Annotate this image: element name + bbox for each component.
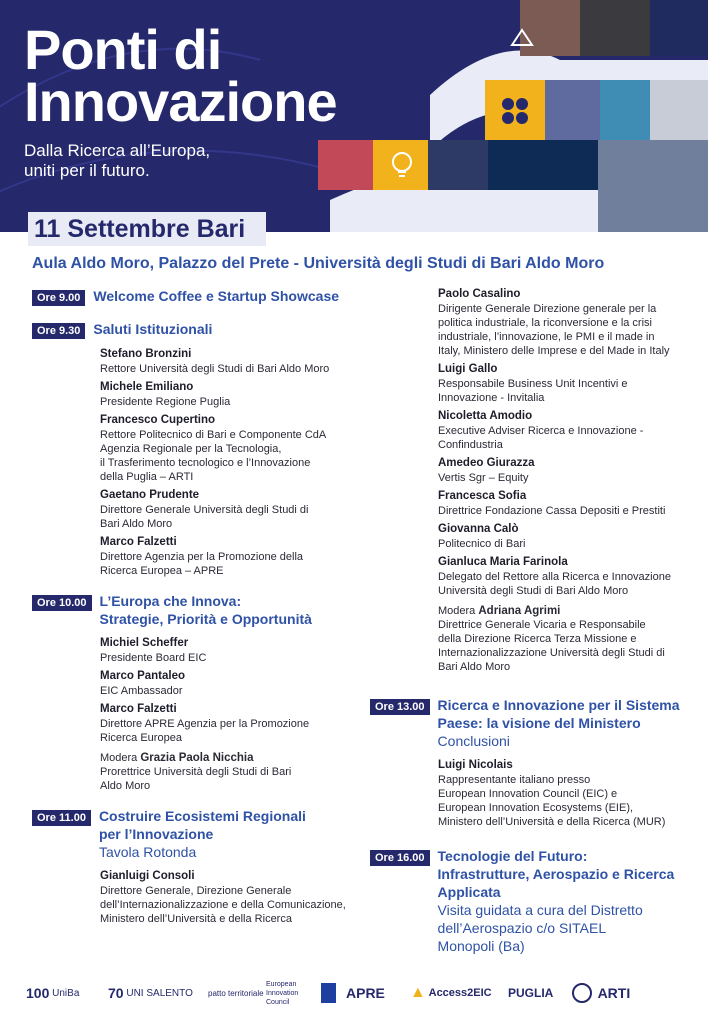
speaker-role: Executive Adviser Ricerca e Innovazione - Confindustria [438, 425, 644, 451]
patto-logo-text: patto territoriale [208, 988, 264, 998]
speaker-name: Marco Pantaleo [100, 670, 185, 682]
speaker [100, 869, 362, 926]
time-badge: Ore 9.30 [32, 323, 85, 339]
title-line-1: Ponti di [24, 18, 222, 81]
time-badge: Ore 10.00 [32, 595, 92, 611]
speaker-list [100, 636, 362, 793]
slot-subtitle: Tavola Rotonda [98, 844, 197, 860]
speaker [438, 522, 700, 551]
access2eic-logo [410, 980, 492, 1006]
speaker-name: Luigi Nicolais [438, 759, 513, 771]
slot-subtitle: Monopoli (Ba) [437, 938, 525, 954]
speaker-role: Direttrice Fondazione Cassa Depositi e Prestiti [438, 505, 666, 517]
speaker-name: Marco Falzetti [100, 536, 177, 548]
speaker [100, 347, 362, 376]
slot-13-00 [370, 696, 700, 829]
unisalento-logo-text: 70 [108, 985, 124, 1001]
speaker-name: Francesca Sofia [438, 490, 527, 502]
speaker [100, 702, 362, 745]
roundtable-speaker-list [438, 287, 700, 674]
speaker-role: Presidente Board EIC [100, 652, 207, 664]
speaker-list [438, 758, 700, 829]
uniba-logo-text: 100 [26, 985, 50, 1001]
slot-11-00 [32, 807, 362, 926]
eic-logo [266, 980, 336, 1006]
program-right-column [370, 287, 700, 967]
speaker-role: Politecnico di Bari [438, 538, 526, 550]
speaker [100, 636, 362, 665]
arti-logo-text: ARTI [597, 985, 631, 1001]
speaker [100, 380, 362, 409]
slot-title: Infrastrutture, Aerospazio e Ricerca [437, 866, 675, 882]
speaker-role: Vertis Sgr – Equity [438, 472, 529, 484]
sponsor-logos [0, 968, 708, 1018]
speaker-role: Delegato del Rettore alla Ricerca e Innovazione Università degli Studi di Bari Aldo Moro [438, 571, 671, 597]
speaker-name: Marco Falzetti [100, 703, 177, 715]
speaker-role: Direttore Generale, Direzione Generale dell’Internazionalizzazione e della Comunicazione, Ministero dell’Università e della Ricerca [100, 885, 346, 925]
slot-16-00 [370, 847, 700, 955]
subtitle-line-2: uniti per il futuro. [24, 161, 150, 180]
slot-subtitle: Conclusioni [437, 733, 510, 749]
subtitle-line-1: Dalla Ricerca all’Europa, [24, 141, 211, 160]
program-left-column [32, 287, 362, 938]
slot-title: Applicata [437, 884, 501, 900]
arti-logo [572, 980, 630, 1006]
speaker-name: Gaetano Prudente [100, 489, 200, 501]
slot-subtitle: dell’Aerospazio c/o SITAEL [437, 920, 607, 936]
speaker [100, 535, 362, 578]
slot-10-00 [32, 592, 362, 793]
slot-title: Saluti Istituzionali [93, 321, 213, 337]
slot-title: Paese: la visione del Ministero [437, 715, 641, 731]
uniba-logo [26, 980, 79, 1006]
moderator-role: Direttrice Generale Vicaria e Responsabile della Direzione Ricerca Terza Missione e Internazionalizzazione Università degli Studi di Bari Aldo Moro [438, 619, 665, 673]
slot-title: L’Europa che Innova: [99, 593, 242, 609]
speaker-name: Michele Emiliano [100, 381, 194, 393]
unisalento-logo [108, 980, 193, 1006]
speaker-role: Direttore Generale Università degli Studi di Bari Aldo Moro [100, 504, 309, 530]
event-subtitle [24, 141, 264, 181]
eic-logo-text: European Innovation Council [266, 980, 299, 1006]
eu-flag-icon [321, 983, 336, 1003]
speaker-role: Rettore Università degli Studi di Bari Aldo Moro [100, 363, 330, 375]
arti-emblem-icon [572, 983, 592, 1003]
time-badge: Ore 16.00 [370, 850, 430, 866]
access2eic-icon: ▲ [410, 984, 426, 1001]
speaker-name: Paolo Casalino [438, 288, 521, 300]
moderator-name: Grazia Paola Nicchia [140, 752, 254, 764]
access2eic-logo-text: Access2EIC [428, 987, 492, 999]
moderator [438, 604, 700, 674]
event-venue: Aula Aldo Moro, Palazzo del Prete - Università degli Studi di Bari Aldo Moro [32, 255, 605, 272]
speaker-name: Luigi Gallo [438, 363, 498, 375]
speaker-name: Michiel Scheffer [100, 637, 189, 649]
speaker [438, 758, 700, 829]
puglia-logo-text: PUGLIA [508, 986, 554, 1000]
speaker [438, 409, 700, 452]
unisalento-logo-subtext: UNI SALENTO [126, 987, 193, 999]
time-badge: Ore 9.00 [32, 290, 85, 306]
slot-title: Welcome Coffee e Startup Showcase [93, 288, 340, 304]
slot-title: Ricerca e Innovazione per il Sistema [437, 697, 680, 713]
speaker [100, 488, 362, 531]
moderator-name: Adriana Agrimi [478, 605, 561, 617]
speaker-list [100, 347, 362, 578]
speaker-name: Amedeo Giurazza [438, 457, 535, 469]
speaker [100, 413, 362, 484]
apre-logo [346, 980, 385, 1006]
moderator-role: Prorettrice Università degli Studi di Bari Aldo Moro [100, 766, 292, 792]
slot-title: per l’Innovazione [98, 826, 214, 842]
speaker-name: Stefano Bronzini [100, 348, 192, 360]
speaker [438, 456, 700, 485]
moderator-prefix: Modera [100, 752, 141, 764]
event-title [24, 18, 337, 133]
speaker-role: Dirigente Generale Direzione generale per la politica industriale, la riconversione e la crisi industriale, l’innovazione, le PMI e il made in Italy, Ministero delle Imprese e del Made in Italy [438, 303, 670, 357]
speaker-list [100, 869, 362, 926]
speaker-role: Direttore Agenzia per la Promozione della Ricerca Europea – APRE [100, 551, 304, 577]
event-date: 11 Settembre Bari [28, 212, 266, 246]
time-badge: Ore 13.00 [370, 699, 430, 715]
moderator [100, 751, 362, 793]
speaker-name: Gianluca Maria Farinola [438, 556, 568, 568]
speaker-role: Responsabile Business Unit Incentivi e Innovazione - Invitalia [438, 378, 628, 404]
speaker [438, 555, 700, 598]
slot-title: Costruire Ecosistemi Regionali [98, 808, 306, 824]
patto-territoriale-logo [208, 980, 264, 1006]
time-badge: Ore 11.00 [32, 810, 91, 826]
speaker-role: Rettore Politecnico di Bari e Componente CdA Agenzia Regionale per la Tecnologia, il Trasferimento tecnologico e l’Innovazione della Puglia – ARTI [100, 429, 327, 483]
speaker-role: Direttore APRE Agenzia per la Promozione Ricerca Europea [100, 718, 310, 744]
puglia-logo [508, 980, 553, 1006]
speaker-name: Francesco Cupertino [100, 414, 216, 426]
uniba-logo-subtext: UniBa [52, 987, 80, 999]
slot-9-30 [32, 320, 362, 578]
speaker-role: EIC Ambassador [100, 685, 183, 697]
speaker-name: Nicoletta Amodio [438, 410, 533, 422]
slot-title: Strategie, Priorità e Opportunità [99, 611, 312, 627]
slot-title: Tecnologie del Futuro: [437, 848, 588, 864]
slot-subtitle: Visita guidata a cura del Distretto [437, 902, 643, 918]
header-banner [0, 0, 708, 232]
speaker-role: Presidente Regione Puglia [100, 396, 231, 408]
moderator-prefix: Modera [438, 605, 479, 617]
speaker [438, 287, 700, 358]
title-line-2: Innovazione [24, 70, 337, 133]
speaker [438, 489, 700, 518]
slot-9-00 [32, 287, 362, 306]
speaker-name: Gianluigi Consoli [100, 870, 195, 882]
speaker-name: Giovanna Calò [438, 523, 519, 535]
speaker [100, 669, 362, 698]
speaker [438, 362, 700, 405]
speaker-role: Rappresentante italiano presso European Innovation Council (EIC) e European Innovation Ecosystems (EIE), Ministero dell’Università e della Ricerca (MUR) [438, 774, 666, 828]
apre-logo-text: APRE [346, 985, 385, 1001]
